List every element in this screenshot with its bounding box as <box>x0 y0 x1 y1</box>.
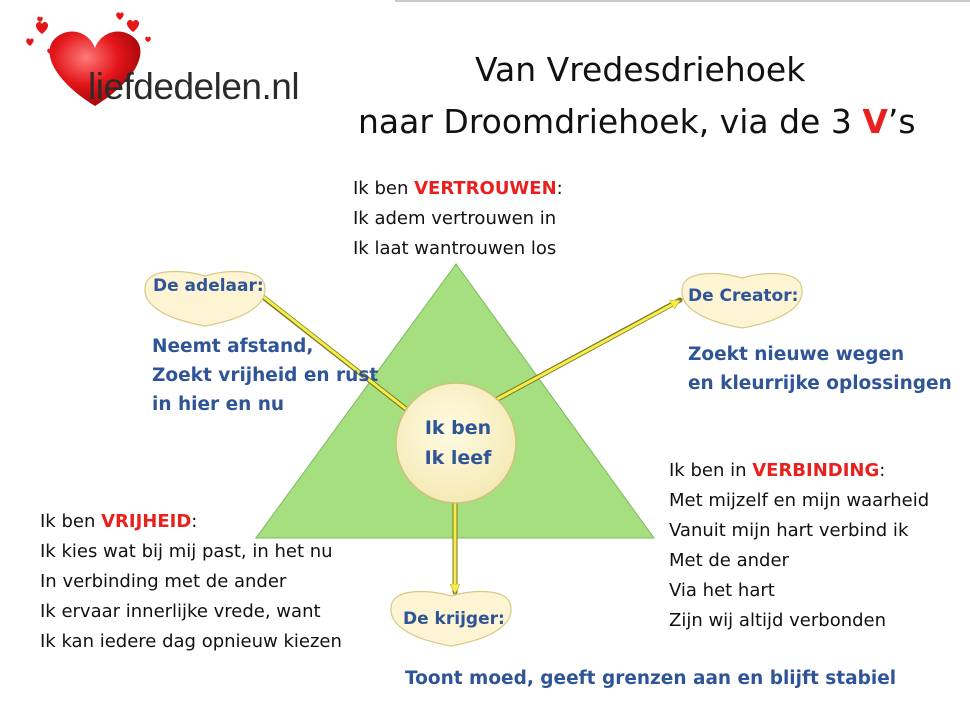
krijger-description: Toont moed, geeft grenzen aan en blijft stabiel <box>405 668 897 689</box>
adelaar-line: Neemt afstand, <box>152 336 314 357</box>
adelaar-label: De adelaar: <box>153 276 264 296</box>
vertrouwen-line: Ik laat wantrouwen los <box>353 238 557 259</box>
verbinding-line: Zijn wij altijd verbonden <box>669 610 887 631</box>
creator-label: De Creator: <box>688 286 799 306</box>
center-line-2: Ik leef <box>424 447 492 469</box>
vrijheid-line: Ik kan iedere dag opnieuw kiezen <box>40 631 342 652</box>
vertrouwen-prefix: Ik ben <box>353 178 415 199</box>
krijger-label: De krijger: <box>403 609 505 629</box>
verbinding-line: Met de ander <box>669 550 789 571</box>
verbinding-line: Vanuit mijn hart verbind ik <box>669 520 909 541</box>
adelaar-line: in hier en nu <box>152 394 285 415</box>
verbinding-prefix: Ik ben in <box>669 460 753 481</box>
title-accent-v: V <box>862 102 888 141</box>
title-line-1: Van Vredesdriehoek <box>475 50 806 89</box>
vertrouwen-line: Ik adem vertrouwen in <box>353 208 557 229</box>
vrijheid-line: Ik kies wat bij mij past, in het nu <box>40 541 333 562</box>
vrijheid-heading <box>40 507 342 537</box>
vertrouwen-block <box>353 174 563 264</box>
vertrouwen-keyword: VERTROUWEN <box>414 178 557 199</box>
vrijheid-keyword: VRIJHEID <box>101 511 192 532</box>
creator-description <box>688 340 952 398</box>
center-line-1: Ik ben <box>424 417 492 439</box>
adelaar-line: Zoekt vrijheid en rust <box>152 365 379 386</box>
vrijheid-line: Ik ervaar innerlijke vrede, want <box>40 601 321 622</box>
creator-line: Zoekt nieuwe wegen <box>688 344 905 365</box>
adelaar-description <box>152 332 378 419</box>
logo-text: liefdedelen.nl <box>88 66 300 107</box>
verbinding-line: Via het hart <box>669 580 775 601</box>
verbinding-heading <box>669 456 929 486</box>
vrijheid-colon: : <box>191 511 198 532</box>
title-line-2-suffix: ’s <box>887 102 916 141</box>
verbinding-line: Met mijzelf en mijn waarheid <box>669 490 930 511</box>
vertrouwen-colon: : <box>556 178 563 199</box>
vrijheid-block <box>40 507 342 657</box>
vertrouwen-heading <box>353 174 563 204</box>
verbinding-colon: : <box>879 460 886 481</box>
center-text <box>399 413 517 473</box>
creator-line: en kleurrijke oplossingen <box>688 373 952 394</box>
vrijheid-line: In verbinding met de ander <box>40 571 287 592</box>
vrijheid-prefix: Ik ben <box>40 511 102 532</box>
title-line-2-text: naar Droomdriehoek, via de 3 <box>358 102 863 141</box>
verbinding-keyword: VERBINDING <box>752 460 880 481</box>
verbinding-block <box>669 456 929 636</box>
